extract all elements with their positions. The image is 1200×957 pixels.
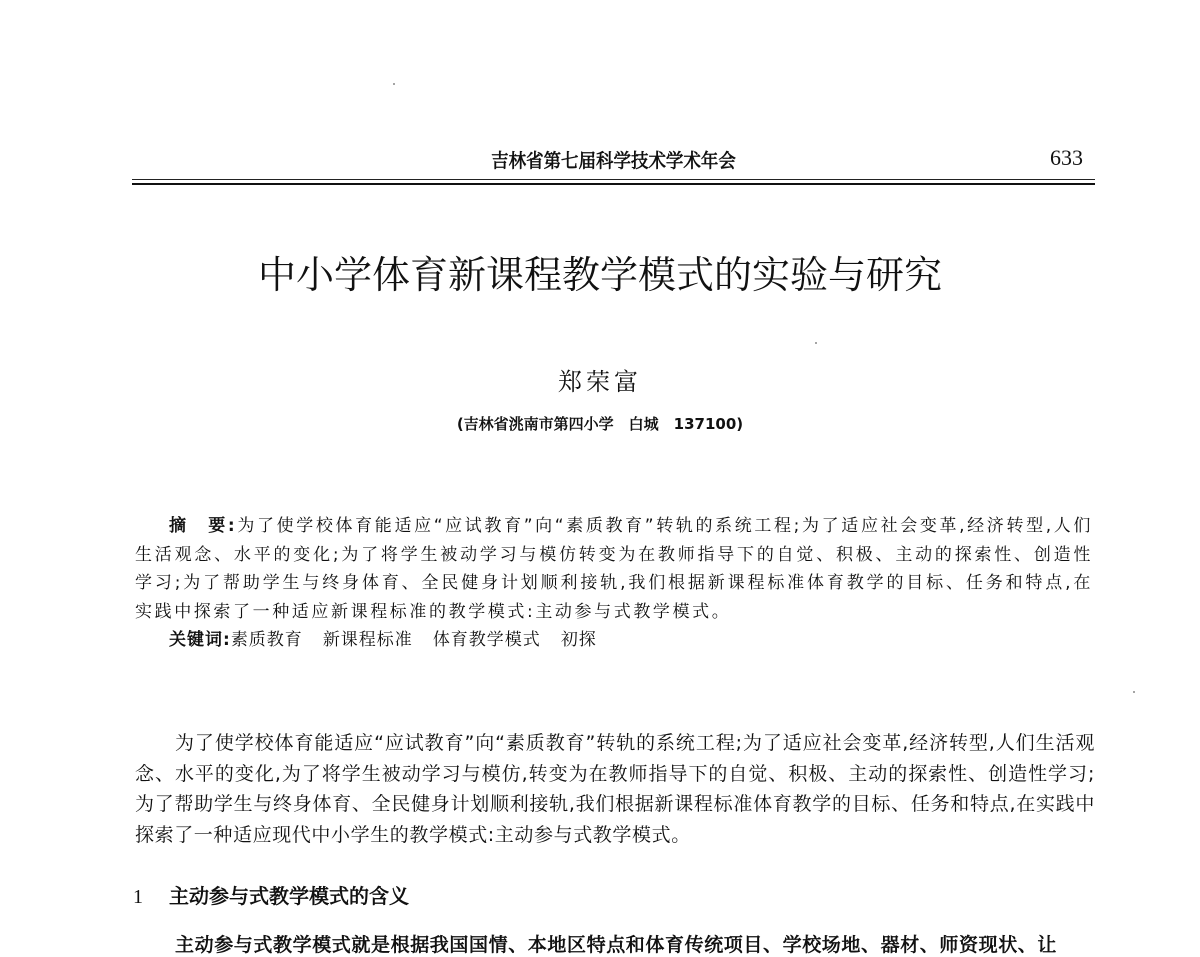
keyword-item: 初探 xyxy=(560,630,597,650)
header-rule-thin xyxy=(132,179,1095,180)
abstract-label: 摘 要: xyxy=(169,516,238,536)
scan-speck xyxy=(815,342,817,344)
keyword-item: 体育教学模式 xyxy=(432,630,541,650)
abstract xyxy=(135,512,1093,655)
author-affiliation: (吉林省洮南市第四小学 白城 137100) xyxy=(456,415,744,433)
keyword-item: 新课程标准 xyxy=(322,630,413,650)
scan-speck xyxy=(1133,691,1135,693)
keywords-label: 关键词: xyxy=(169,630,231,650)
section-number: 1 xyxy=(133,886,143,908)
running-header xyxy=(132,142,1095,172)
running-title: 吉林省第七届科学技术学术年会 xyxy=(491,150,736,172)
keywords xyxy=(135,626,1093,655)
section-heading xyxy=(133,880,409,909)
section-title: 主动参与式教学模式的含义 xyxy=(169,884,409,908)
abstract-paragraph xyxy=(135,512,1093,626)
section-1-first-line: 主动参与式教学模式就是根据我国国情、本地区特点和体育传统项目、学校场地、器材、师资现状、让 xyxy=(175,934,1058,956)
abstract-text: 为了使学校体育能适应“应试教育”向“素质教育”转轨的系统工程;为了适应社会变革,经济转型,人们生活观念、水平的变化;为了将学生被动学习与模仿转变为在教师指导下的自觉、积极、主动的探索性、创造性学习;为了帮助学生与终身体育、全民健身计划顺利接轨,我们根据新课程标准体育教学的目标、任务和特点,在实践中探索了一种适应新课程标准的教学模式:主动参与式教学模式。 xyxy=(135,516,1093,622)
body-text xyxy=(135,728,1095,850)
keyword-item: 素质教育 xyxy=(230,630,303,650)
intro-paragraph: 为了使学校体育能适应“应试教育”向“素质教育”转轨的系统工程;为了适应社会变革,经济转型,人们生活观念、水平的变化,为了将学生被动学习与模仿,转变为在教师指导下的自觉、积极、主动的探索性、创造性学习;为了帮助学生与终身体育、全民健身计划顺利接轨,我们根据新课程标准体育教学的目标、任务和特点,在实践中探索了一种适应现代中小学生的教学模式:主动参与式教学模式。 xyxy=(135,732,1095,846)
page-number: 633 xyxy=(1050,145,1083,170)
scan-speck xyxy=(393,83,395,85)
author-name: 郑荣富 xyxy=(558,368,642,396)
paper-title: 中小学体育新课程教学模式的实验与研究 xyxy=(257,253,942,297)
header-rule-thick xyxy=(132,183,1095,185)
